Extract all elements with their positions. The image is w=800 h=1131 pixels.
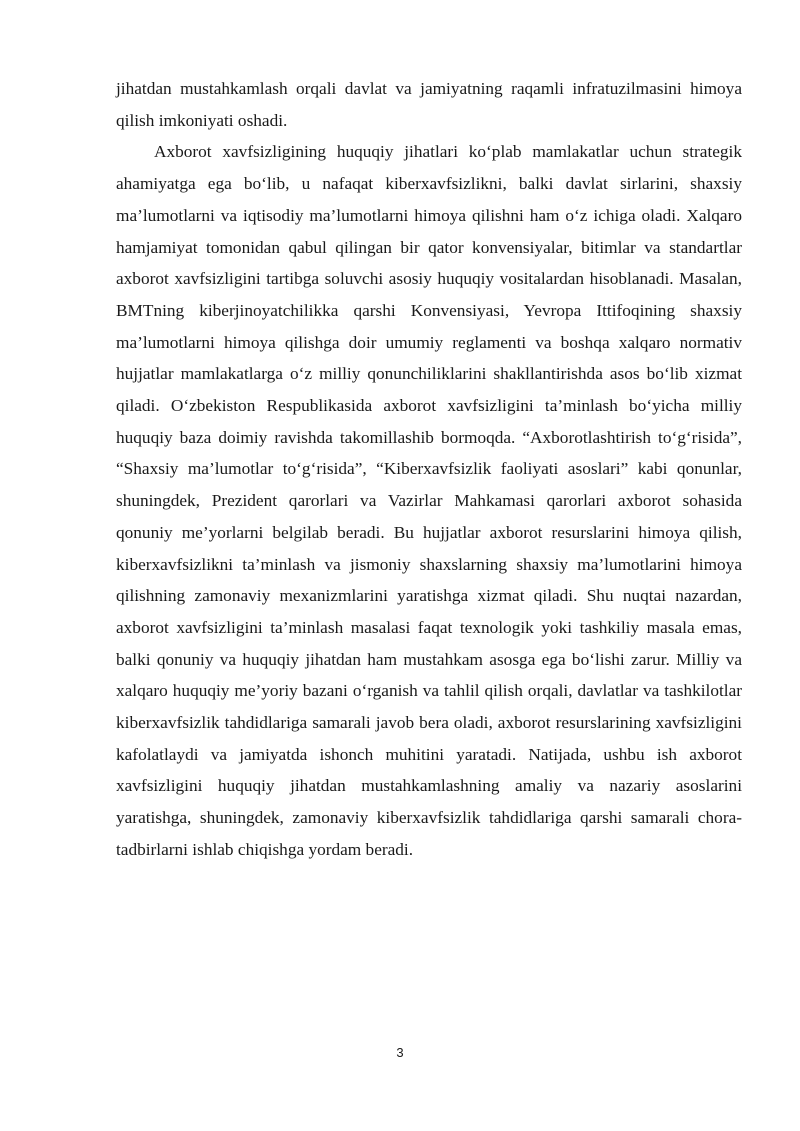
paragraph-continuation: jihatdan mustahkamlash orqali davlat va jamiyatning raqamli infratuzilmasini himoya qilish imkoniyati oshadi. (116, 79, 742, 130)
body-text (116, 73, 742, 866)
paragraph-main: Axborot xavfsizligining huquqiy jihatlari ko‘plab mamlakatlar uchun strategik ahamiyatga ega bo‘lib, u nafaqat kiberxavfsizlikni, balki davlat sirlarini, shaxsiy ma’lumotlarni va iqtisodiy ma’lumotlarni himoya qilishni ham o‘z ichiga oladi. Xalqaro hamjamiyat tomonidan qabul qilingan bir qator konvensiyalar, bitimlar va standartlar axborot xavfsizligini tartibga soluvchi asosiy huquqiy vositalardan hisoblanadi. Masalan, BMTning kiberjinoyatchilikka qarshi Konvensiyasi, Yevropa Ittifoqining shaxsiy ma’lumotlarni himoya qilishga doir umumiy reglamenti va boshqa xalqaro normativ hujjatlar mamlakatlarga o‘z milliy qonunchiliklarini shakllantirishda asos bo‘lib xizmat qiladi. O‘zbekiston Respublikasida axborot xavfsizligini ta’minlash bo‘yicha milliy huquqiy baza doimiy ravishda takomillashib bormoqda. “Axborotlashtirish to‘g‘risida”, “Shaxsiy ma’lumotlar to‘g‘risida”, “Kiberxavfsizlik faoliyati asoslari” kabi qonunlar, shuningdek, Prezident qarorlari va Vazirlar Mahkamasi qarorlari axborot sohasida qonuniy me’yorlarni belgilab beradi. Bu hujjatlar axborot resurslarini himoya qilish, kiberxavfsizlikni ta’minlash va jismoniy shaxslarning shaxsiy ma’lumotlarini himoya qilishning zamonaviy mexanizmlarini yaratishga xizmat qiladi. Shu nuqtai nazardan, axborot xavfsizligini ta’minlash masalasi faqat texnologik yoki tashkiliy masala emas, balki qonuniy va huquqiy jihatdan ham mustahkam asosga ega bo‘lishi zarur. Milliy va xalqaro huquqiy me’yoriy bazani o‘rganish va tahlil qilish orqali, davlatlar va tashkilotlar kiberxavfsizlik tahdidlariga samarali javob bera oladi, axborot resurslarining xavfsizligini kafolatlaydi va jamiyatda ishonch muhitini yaratadi. Natijada, ushbu ish axborot xavfsizligini huquqiy jihatdan mustahkamlashning amaliy va nazariy asoslarini yaratishga, shuningdek, zamonaviy kiberxavfsizlik tahdidlariga qarshi samarali chora-tadbirlarni ishlab chiqishga yordam beradi. (116, 142, 742, 859)
page-number: 3 (396, 1045, 404, 1060)
